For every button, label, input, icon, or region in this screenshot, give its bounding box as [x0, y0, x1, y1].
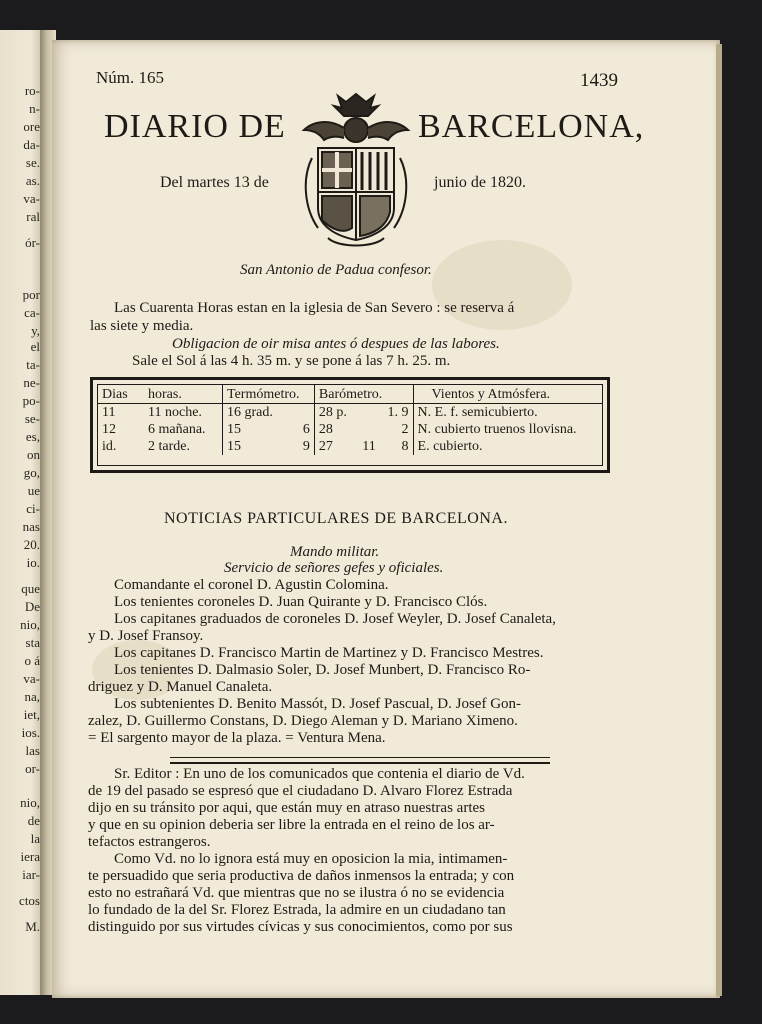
weather-thermometer: 16 grad.: [223, 404, 295, 422]
letter-line: Como Vd. no lo ignora está muy en oposicion la mia, intimamen-: [114, 851, 508, 867]
weather-thermometer: 15: [223, 438, 295, 455]
notice-line: las siete y media.: [90, 318, 194, 334]
left-page-text-fragment: ctos: [19, 893, 40, 908]
left-page-text-fragment: nas: [22, 519, 40, 534]
section-divider: [170, 757, 550, 764]
weather-barometer: 28: [314, 421, 355, 438]
weather-barometer-lines: 11: [362, 439, 376, 454]
left-page-text-fragment: ca-: [24, 305, 40, 320]
left-page-text-fragment: ios.: [21, 725, 40, 740]
left-page-text-fragment: va-: [23, 671, 40, 686]
left-page-text-fragment: da-: [23, 137, 40, 152]
weather-wind: N. E. f. semicubierto.: [413, 404, 602, 422]
weather-barometer-lines: [356, 404, 380, 422]
subsection-subtitle: Servicio de señores gefes y oficiales.: [224, 560, 444, 576]
left-page-text-fragment: or-: [25, 761, 40, 776]
left-page-text-fragment: ue: [27, 483, 40, 498]
weather-thermometer: 15: [223, 421, 295, 438]
weather-hour: 6 mañana.: [148, 422, 206, 437]
left-page-text-fragment: la: [30, 831, 40, 846]
weather-thermometer-fraction: 9: [302, 439, 310, 454]
weather-hour: 2 tarde.: [148, 439, 190, 454]
weather-header-wind: Vientos y Atmósfera.: [413, 385, 602, 404]
left-page-text-fragment: M.: [25, 919, 40, 934]
left-page-text-fragment: se-: [24, 411, 40, 426]
weather-header-thermometer: Termómetro.: [223, 385, 315, 404]
left-page-text-fragment: n-: [29, 101, 40, 116]
left-page-text-fragment: io.: [26, 555, 40, 570]
weather-header-days: Dias: [98, 385, 144, 404]
left-page-text-fragment: po-: [22, 393, 40, 408]
left-page-text-fragment: as.: [25, 173, 40, 188]
left-page-text-fragment: on: [27, 447, 40, 462]
subsection-title: Mando militar.: [290, 544, 380, 560]
service-line: y D. Josef Fransoy.: [88, 628, 204, 644]
left-page-text-fragment: las: [25, 743, 40, 758]
weather-barometer-lines: [356, 421, 380, 438]
weather-hour: 11 noche.: [148, 405, 202, 420]
coat-of-arms-icon: [298, 88, 414, 250]
left-page-text-fragment: sta: [25, 635, 40, 650]
service-line: zalez, D. Guillermo Constans, D. Diego Aleman y D. Mariano Ximeno.: [88, 713, 518, 729]
left-page-text-fragment: ral: [26, 209, 40, 224]
left-page-text-fragment: el: [30, 339, 40, 354]
issue-number: Núm. 165: [96, 68, 164, 87]
left-page-text-fragment: de: [27, 813, 40, 828]
left-page-text-fragment: iera: [20, 849, 40, 864]
left-page-text-fragment: 20.: [23, 537, 40, 552]
letter-line: de 19 del pasado se espresó que el ciudadano D. Alvaro Florez Estrada: [88, 783, 513, 799]
letter-line: tefactos estrangeros.: [88, 834, 211, 850]
left-page-text-fragment: na,: [24, 689, 40, 704]
newspaper-page: [52, 40, 720, 998]
masthead-title-left: DIARIO DE: [104, 108, 286, 145]
weather-barometer-fraction: 8: [401, 439, 409, 454]
left-page-text-fragment: se.: [25, 155, 40, 170]
date-right: junio de 1820.: [434, 174, 526, 191]
service-line: Los tenientes D. Dalmasio Soler, D. Josef Munbert, D. Francisco Ro-: [114, 662, 531, 678]
weather-day: id.: [102, 439, 117, 454]
weather-barometer-fraction: 2: [401, 422, 409, 437]
sunrise-sunset: Sale el Sol á las 4 h. 35 m. y se pone á las 7 h. 25. m.: [132, 353, 451, 369]
weather-row: [98, 438, 602, 455]
weather-table: [90, 377, 610, 473]
page-edge: [716, 44, 722, 996]
weather-row: [98, 421, 602, 438]
letter-line: esto no estrañará Vd. que mientras que no se ilustra ó no se evidencia: [88, 885, 505, 901]
left-page-text-fragment: que: [21, 581, 40, 596]
date-left: Del martes 13 de: [160, 174, 269, 191]
letter-line: te persuadido que seria productiva de daños inmensos la entrada; y con: [88, 868, 515, 884]
service-line: Los capitanes D. Francisco Martin de Martinez y D. Francisco Mestres.: [114, 645, 544, 661]
weather-row: [98, 404, 602, 422]
section-title: NOTICIAS PARTICULARES DE BARCELONA.: [164, 510, 508, 527]
service-line: Los capitanes graduados de coroneles D. Josef Weyler, D. Josef Canaleta,: [114, 611, 556, 627]
obligation-note: Obligacion de oir misa antes ó despues de las labores.: [172, 336, 500, 352]
weather-header-hours: horas.: [144, 385, 223, 404]
left-page-text-fragment: iar-: [22, 867, 40, 882]
left-page-text-fragment: ne-: [23, 375, 40, 390]
service-line: driguez y D. Manuel Canaleta.: [88, 679, 273, 695]
service-line: = El sargento mayor de la plaza. = Ventura Mena.: [88, 730, 386, 746]
weather-wind: E. cubierto.: [413, 438, 602, 455]
left-page-text-fragment: ci-: [26, 501, 40, 516]
left-page-text-fragment: nio,: [20, 617, 40, 632]
service-line: Comandante el coronel D. Agustin Colomina.: [114, 577, 389, 593]
left-page-text-fragment: es,: [25, 429, 40, 444]
weather-barometer: 28 p.: [314, 404, 355, 422]
left-page-text-fragment: ore: [23, 119, 40, 134]
left-page-text-fragment: go,: [23, 465, 40, 480]
service-line: Los tenientes coroneles D. Juan Quirante y D. Francisco Clós.: [114, 594, 488, 610]
page-number: 1439: [580, 70, 618, 91]
letter-line: lo fundado de la del Sr. Florez Estrada, la admire en un ciudadano tan: [88, 902, 506, 918]
left-page-fragment: [0, 30, 44, 995]
weather-header-barometer: Barómetro.: [314, 385, 413, 404]
weather-barometer: 27: [314, 438, 355, 455]
notice-line: Las Cuarenta Horas estan en la iglesia de San Severo : se reserva á: [114, 300, 515, 316]
left-page-text-fragment: y,: [31, 323, 40, 338]
weather-day: 12: [102, 422, 116, 437]
letter-line: y que en su opinion deberia ser libre la entrada en el reino de los ar-: [88, 817, 495, 833]
weather-thermometer-fraction: 6: [302, 422, 310, 437]
weather-day: 11: [102, 405, 116, 420]
letter-line: Sr. Editor : En uno de los comunicados que contenia el diario de Vd.: [114, 766, 525, 782]
weather-wind: N. cubierto truenos llovisna.: [413, 421, 602, 438]
weather-barometer-fraction: 1. 9: [387, 405, 409, 420]
letter-line: distinguido por sus virtudes cívicas y sus conocimientos, como por sus: [88, 919, 513, 935]
letter-line: dijo en su tránsito por aqui, que están muy en atraso nuestras artes: [88, 800, 485, 816]
left-page-text-fragment: nio,: [20, 795, 40, 810]
left-page-text-fragment: iet,: [23, 707, 40, 722]
service-line: Los subtenientes D. Benito Massót, D. Josef Pascual, D. Josef Gon-: [114, 696, 522, 712]
masthead-title-right: BARCELONA,: [418, 108, 645, 145]
left-page-text-fragment: ta-: [26, 357, 40, 372]
left-page-text-fragment: por: [22, 287, 40, 302]
left-page-text-fragment: va-: [23, 191, 40, 206]
left-page-text-fragment: o á: [24, 653, 40, 668]
weather-thermometer-fraction: [294, 404, 314, 422]
left-page-text-fragment: ór-: [25, 235, 40, 250]
left-page-text-fragment: ro-: [24, 83, 40, 98]
saint-of-day: San Antonio de Padua confesor.: [240, 262, 432, 278]
left-page-text-fragment: De: [24, 599, 40, 614]
